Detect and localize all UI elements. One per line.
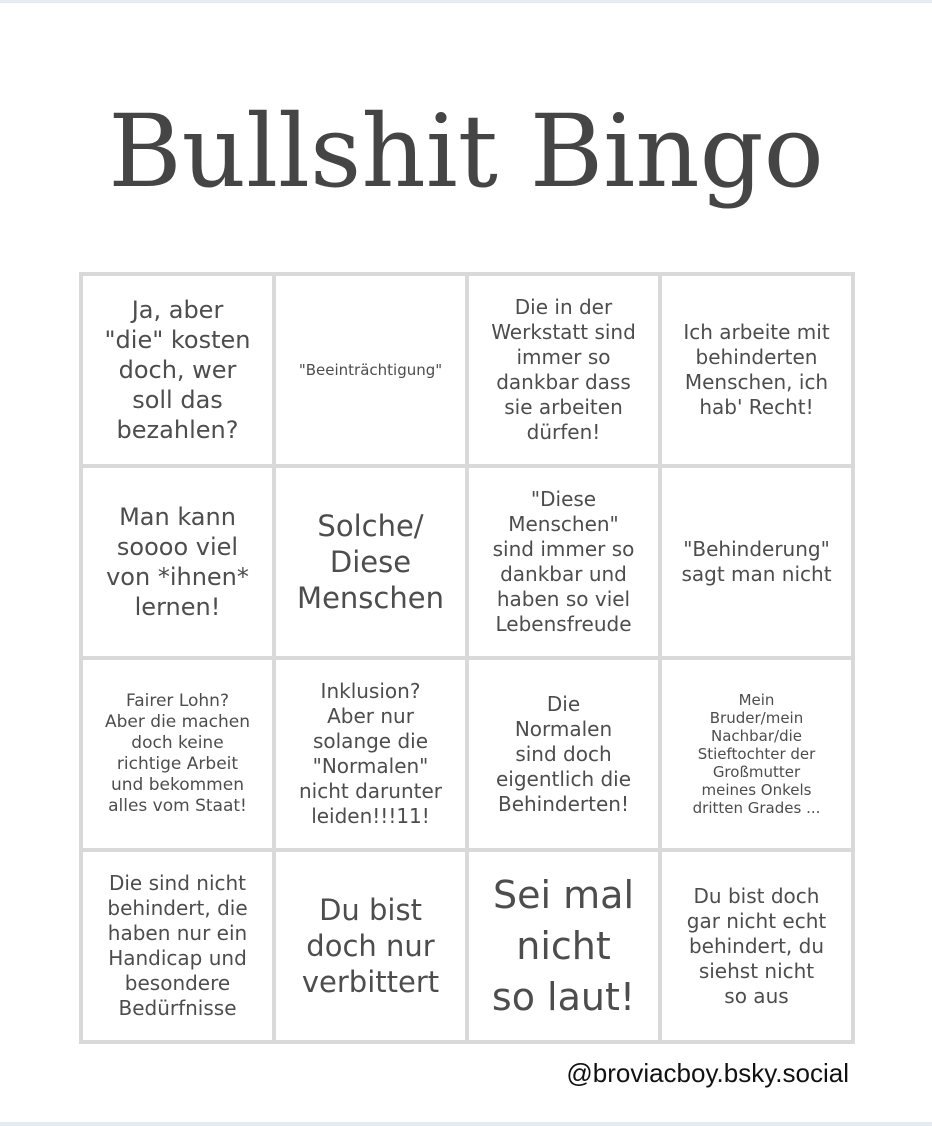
bingo-cell[interactable]: [81, 274, 274, 466]
bingo-cell[interactable]: [467, 274, 660, 466]
bingo-cell-text: Die sind nicht behindert, die haben nur ein Handicap und besondere Bedürfnisse: [107, 871, 248, 1020]
bingo-cell-text: Solche/ Diese Menschen: [297, 509, 444, 615]
bingo-cell-text: Inklusion? Aber nur solange die "Normalen" nicht darunter leiden!!!11!: [299, 679, 442, 828]
bingo-cell[interactable]: [467, 850, 660, 1042]
bottom-edge: [0, 1122, 932, 1126]
bingo-cell[interactable]: [660, 274, 853, 466]
bingo-cell-text: Fairer Lohn? Aber die machen doch keine richtige Arbeit und bekommen alles vom Staat!: [105, 691, 250, 816]
top-edge: [0, 0, 932, 3]
bingo-cell[interactable]: [660, 658, 853, 850]
bingo-cell[interactable]: [467, 466, 660, 658]
bingo-cell[interactable]: [467, 658, 660, 850]
bingo-cell[interactable]: [660, 466, 853, 658]
bingo-cell[interactable]: [274, 850, 467, 1042]
bingo-cell-text: Die in der Werkstatt sind immer so dankbar dass sie arbeiten dürfen!: [491, 295, 636, 444]
bingo-cell[interactable]: [81, 850, 274, 1042]
bingo-cell-text: Ich arbeite mit behinderten Menschen, ich hab' Recht!: [683, 320, 830, 419]
bingo-cell[interactable]: [660, 850, 853, 1042]
bingo-cell-text: Du bist doch nur verbittert: [301, 893, 440, 999]
bingo-cell-text: Ja, aber "die" kosten doch, wer soll das bezahlen?: [104, 296, 251, 444]
bingo-cell-text: "Diese Menschen" sind immer so dankbar und haben so viel Lebensfreude: [492, 487, 635, 636]
bingo-cell[interactable]: [274, 466, 467, 658]
bingo-cell-text: "Beeinträchtigung": [298, 361, 443, 379]
bingo-cell[interactable]: [274, 274, 467, 466]
bingo-cell-text: Sei mal nicht so laut!: [491, 872, 636, 1019]
bingo-cell-text: Mein Bruder/mein Nachbar/die Stieftochter der Großmutter meines Onkels dritten Grades ...: [692, 691, 821, 817]
bingo-cell-text: Du bist doch gar nicht echt behindert, du siehst nicht so aus: [686, 883, 827, 1008]
bingo-cell[interactable]: [81, 466, 274, 658]
bingo-cell-text: Die Normalen sind doch eigentlich die Behinderten!: [495, 691, 632, 816]
bingo-cell-text: Man kann soooo viel von *ihnen* lernen!: [106, 503, 249, 621]
bingo-board: [79, 272, 855, 1044]
author-handle: @broviacboy.bsky.social: [566, 1058, 849, 1088]
bingo-cell[interactable]: [81, 658, 274, 850]
bingo-cell-text: "Behinderung" sagt man nicht: [681, 537, 832, 586]
page-title: Bullshit Bingo: [108, 93, 824, 210]
bingo-cell[interactable]: [274, 658, 467, 850]
